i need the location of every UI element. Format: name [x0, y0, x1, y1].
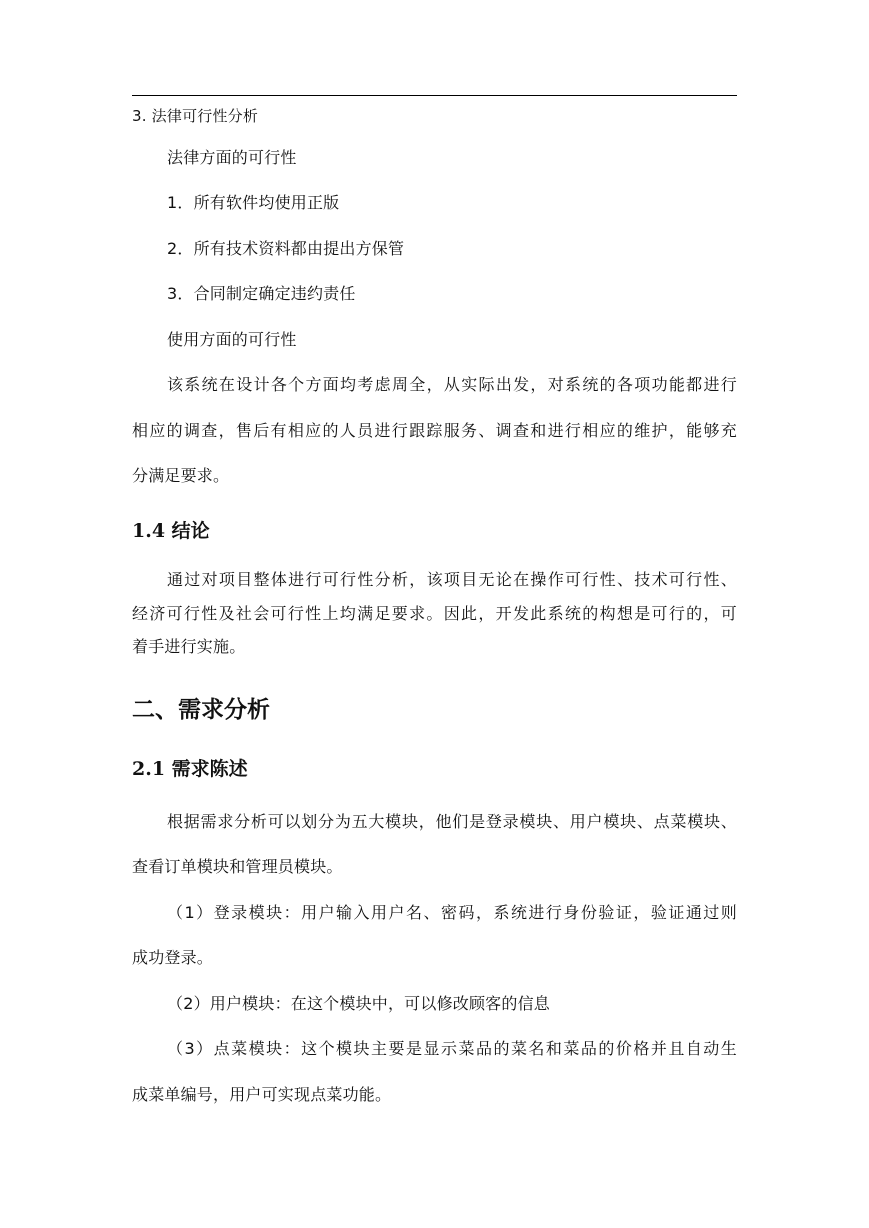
section-heading-conclusion: 1.4 结论	[132, 520, 210, 542]
legal-item-2: 2．所有技术资料都由提出方保管	[167, 239, 405, 258]
section-heading-legal: 3. 法律可行性分析	[132, 107, 259, 125]
requirements-intro-line-1: 根据需求分析可以划分为五大模块，他们是登录模块、用户模块、点菜模块、	[167, 812, 737, 831]
module-login-line-2: 成功登录。	[132, 948, 214, 967]
requirements-intro-line-2: 查看订单模块和管理员模块。	[132, 857, 343, 876]
legal-item-1: 1．所有软件均使用正版	[167, 193, 340, 212]
module-ordering-line-2: 成菜单编号，用户可实现点菜功能。	[132, 1085, 392, 1104]
conclusion-paragraph-line-2: 经济可行性及社会可行性上均满足要求。因此，开发此系统的构想是可行的，可	[132, 604, 737, 623]
section-heading-requirements-statement: 2.1 需求陈述	[132, 758, 248, 780]
usage-feasibility-title: 使用方面的可行性	[167, 330, 297, 349]
module-user: （2）用户模块：在这个模块中，可以修改顾客的信息	[167, 994, 550, 1013]
conclusion-paragraph-line-3: 着手进行实施。	[132, 637, 246, 656]
conclusion-paragraph-line-1: 通过对项目整体进行可行性分析，该项目无论在操作可行性、技术可行性、	[167, 570, 737, 589]
header-rule	[132, 95, 737, 96]
usage-paragraph-line-1: 该系统在设计各个方面均考虑周全，从实际出发，对系统的各项功能都进行	[167, 375, 737, 394]
usage-paragraph-line-2: 相应的调查，售后有相应的人员进行跟踪服务、调查和进行相应的维护，能够充	[132, 421, 737, 440]
usage-paragraph-line-3: 分满足要求。	[132, 466, 230, 485]
legal-feasibility-title: 法律方面的可行性	[167, 148, 297, 167]
module-login-line-1: （1）登录模块：用户输入用户名、密码，系统进行身份验证，验证通过则	[167, 903, 737, 922]
chapter-heading-requirements: 二、需求分析	[132, 696, 270, 723]
legal-item-3: 3．合同制定确定违约责任	[167, 284, 356, 303]
module-ordering-line-1: （3）点菜模块：这个模块主要是显示菜品的菜名和菜品的价格并且自动生	[167, 1039, 737, 1058]
